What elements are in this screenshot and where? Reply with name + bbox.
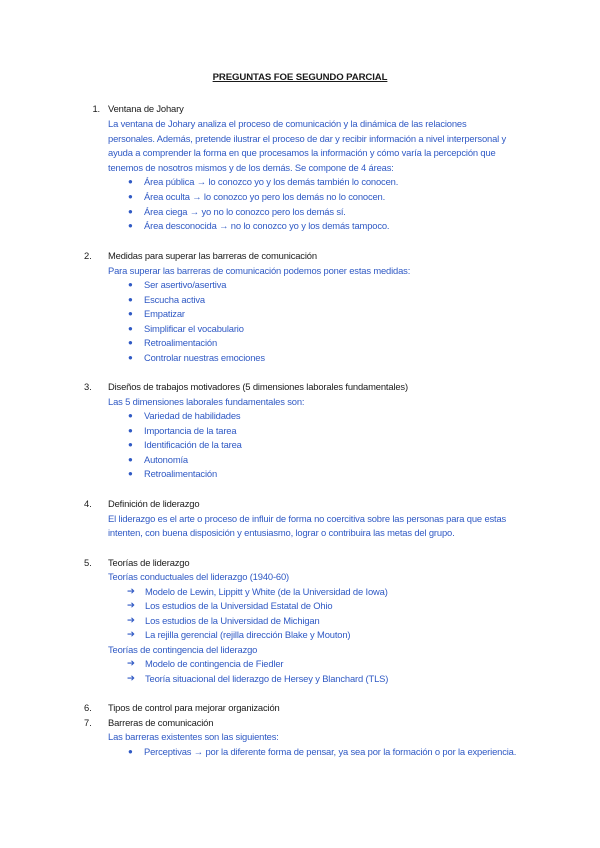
bullet-icon: ●	[128, 177, 133, 186]
bullet-icon: ●	[128, 440, 133, 449]
bullet-icon: ●	[128, 206, 133, 216]
arrow-icon: ➔	[127, 614, 135, 626]
bullet-icon: ●	[128, 352, 133, 362]
section-heading: Diseños de trabajos motivadores (5 dimensiones laborales fundamentales)	[108, 381, 408, 392]
section-heading: Teorías de liderazgo	[108, 556, 190, 568]
list-item: Importancia de la tarea	[144, 424, 237, 436]
arrow-icon: ➔	[127, 585, 135, 597]
list-item: Modelo de contingencia de Fiedler	[145, 658, 284, 669]
list-item: Área desconocida → no lo conozco yo y los demás tampoco.	[144, 220, 390, 231]
paragraph-line: personales. Además, pretende ilustrar el proceso de dar y recibir información a nivel interpersonal y	[108, 132, 507, 144]
list-item: Simplificar el vocabulario	[144, 322, 244, 334]
section-number: 4.	[84, 498, 92, 509]
section-heading: Medidas para superar las barreras de comunicación	[108, 250, 317, 261]
section-number: 2.	[84, 250, 92, 261]
list-item: Perceptivas → por la diferente forma de pensar, ya sea por la formación o por la experiencia.	[144, 745, 517, 757]
bullet-icon: ●	[128, 338, 133, 347]
group-label: Teorías conductuales del liderazgo (1940-60)	[108, 571, 290, 582]
list-item: Escucha activa	[144, 293, 205, 305]
section-number: 3.	[84, 381, 92, 392]
list-item: Los estudios de la Universidad de Michigan	[145, 614, 320, 626]
bullet-icon: ●	[128, 309, 133, 318]
section-heading: Barreras de comunicación	[108, 716, 214, 728]
bullet-icon: ●	[128, 280, 133, 289]
list-item: Modelo de Lewin, Lippitt y White (de la Universidad de Iowa)	[145, 585, 388, 597]
list-item: Ser asertivo/asertiva	[144, 279, 227, 290]
list-item: Empatizar	[144, 308, 185, 319]
section-heading: Tipos de control para mejorar organización	[108, 702, 280, 713]
bullet-icon: ●	[128, 746, 133, 756]
section-heading: Definición de liderazgo	[108, 498, 200, 509]
section-number: 6.	[84, 702, 92, 713]
list-item: Autonomía	[144, 453, 188, 465]
list-item: Área oculta → lo conozco yo pero los demás no lo conocen.	[144, 191, 386, 202]
arrow-icon: ➔	[127, 600, 135, 611]
bullet-icon: ●	[128, 454, 133, 464]
list-item: Los estudios de la Universidad Estatal de Ohio	[145, 600, 333, 611]
paragraph-line: tenemos de nosotros mismos y de los demás. Se compone de 4 áreas:	[108, 161, 394, 173]
bullet-icon: ●	[128, 323, 133, 333]
list-item: Retroalimentación	[144, 468, 218, 479]
paragraph-line: intenten, con buena disposición y entusiasmo, lograr o contribuira las metas del grupo.	[108, 527, 455, 538]
bullet-icon: ●	[128, 221, 133, 230]
section-number: 7.	[84, 716, 92, 728]
section-number: 1.	[92, 103, 100, 114]
arrow-icon: ➔	[127, 658, 135, 669]
arrow-icon: ➔	[127, 629, 135, 640]
paragraph-line: El liderazgo es el arte o proceso de influir de forma no coercitiva sobre las personas para que estas	[108, 512, 507, 524]
list-item: Área pública → lo conozco yo y los demás también lo conocen.	[144, 176, 399, 187]
page-title: PREGUNTAS FOE SEGUNDO PARCIAL	[212, 72, 388, 83]
bullet-icon: ●	[128, 425, 133, 435]
arrow-icon: ➔	[127, 672, 135, 684]
bullet-icon: ●	[128, 411, 133, 420]
list-item: La rejilla gerencial (rejilla dirección Blake y Mouton)	[145, 629, 351, 640]
bullet-icon: ●	[128, 192, 133, 201]
paragraph-line: ayuda a comprender la forma en que procesamos la información y cómo varía la percepción que	[108, 147, 496, 158]
list-item: Teoría situacional del liderazgo de Hersey y Blanchard (TLS)	[145, 672, 389, 684]
list-item: Variedad de habilidades	[144, 410, 241, 421]
list-item: Área ciega → yo no lo conozco pero los demás sí.	[144, 205, 346, 217]
section-intro: Las barreras existentes son las siguientes:	[108, 731, 279, 742]
section-intro: Las 5 dimensiones laborales fundamentales son:	[108, 395, 305, 407]
list-item: Identificación de la tarea	[144, 439, 242, 450]
list-item: Retroalimentación	[144, 337, 218, 348]
section-intro: Para superar las barreras de comunicación podemos poner estas medidas:	[108, 264, 411, 276]
list-item: Controlar nuestras emociones	[144, 351, 265, 363]
bullet-icon: ●	[128, 469, 133, 478]
section-number: 5.	[84, 556, 92, 568]
bullet-icon: ●	[128, 294, 133, 304]
paragraph-line: La ventana de Johary analiza el proceso de comunicación y la dinámica de las relaciones	[108, 118, 467, 129]
group-label: Teorías de contingencia del liderazgo	[108, 643, 258, 655]
section-heading: Ventana de Johary	[108, 103, 184, 114]
